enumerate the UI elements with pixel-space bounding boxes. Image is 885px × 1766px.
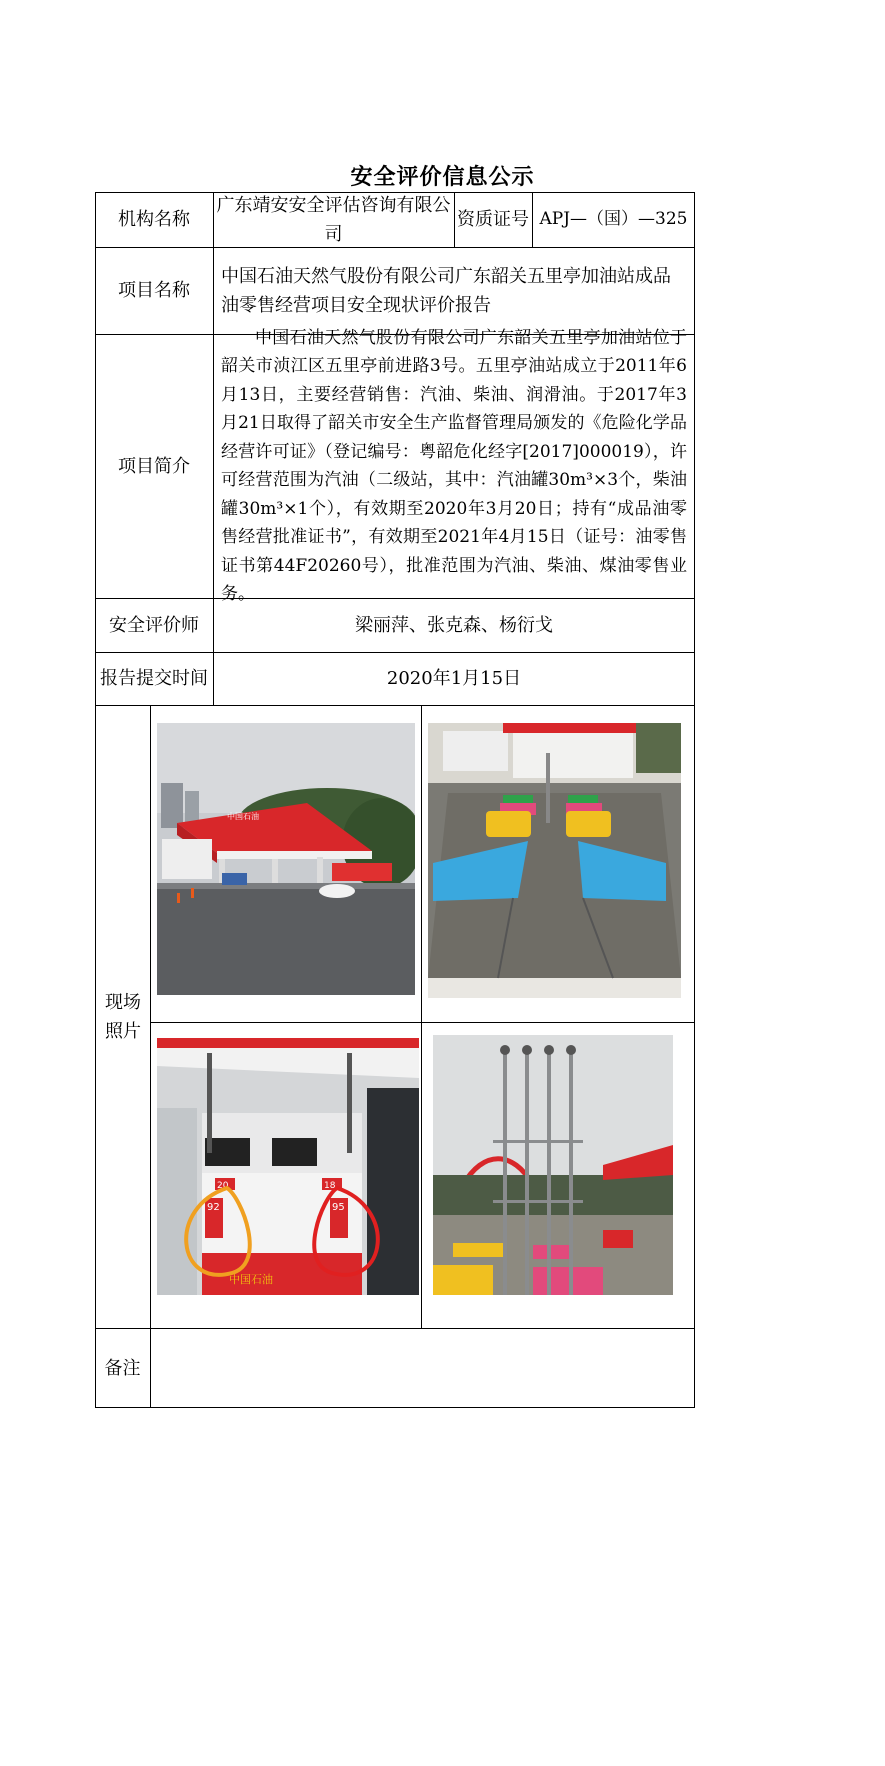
- underground-tank-area-photo: [428, 723, 681, 998]
- org-value: 广东靖安安全评估咨询有限公司: [216, 194, 451, 245]
- page-title: 安全评价信息公示: [350, 164, 535, 190]
- assessor-value: 梁丽萍、张克森、杨衍戈: [355, 614, 553, 636]
- org-label: 机构名称: [118, 209, 190, 230]
- intro-label: 项目简介: [118, 455, 190, 477]
- date-label: 报告提交时间: [100, 668, 208, 689]
- cert-value: APJ—（国）—325: [539, 209, 688, 229]
- dispenser-left-number: 20: [217, 1181, 229, 1191]
- project-label: 项目名称: [118, 280, 190, 301]
- remark-label: 备注: [104, 1357, 141, 1379]
- grade-right-label: 95: [332, 1202, 345, 1213]
- intro-value: 中国石油天然气股份有限公司广东韶关五里亭加油站位于韶关市浈江区五里亭前进路3号。五里亭油站成立于2011年6月13日，主要经营销售：汽油、柴油、润滑油。于2017年3月21日取得了韶关市安全生产监督管理局颁发的《危险化学品经营许可证》（登记编号：粤韶危化经字[2017]000019），许可经营范围为汽油（二级站，其中：汽油罐30m³×3个，柴油罐30m³×1个），有效期至2020年3月20日；持有“成品油零售经营批准证书”，有效期至2021年4月15日（证号：油零售证书第44F20260号），批准范围为汽油、柴油、煤油零售业务。: [221, 327, 687, 604]
- remark-value: [150, 1328, 695, 1408]
- photos-label: [95, 705, 150, 1328]
- assessor-label: 安全评价师: [109, 614, 199, 636]
- canopy-sign: 中国石油: [227, 812, 259, 821]
- project-value: 中国石油天然气股份有限公司广东韶关五里亭加油站成品油零售经营项目安全现状评价报告: [221, 265, 671, 316]
- gas-station-exterior-photo: [157, 723, 415, 995]
- photos-label-line1: 现场: [105, 991, 141, 1013]
- dispenser-brand: 中国石油: [229, 1273, 273, 1286]
- date-value: 2020年1月15日: [386, 668, 522, 689]
- dispenser-right-number: 18: [324, 1181, 336, 1191]
- vent-pipes-photo: [433, 1035, 673, 1295]
- photos-label-line2: 照片: [105, 1020, 141, 1042]
- fuel-dispenser-photo: [157, 1038, 419, 1295]
- grade-left-label: 92: [207, 1202, 220, 1213]
- cert-label: 资质证号: [457, 209, 529, 230]
